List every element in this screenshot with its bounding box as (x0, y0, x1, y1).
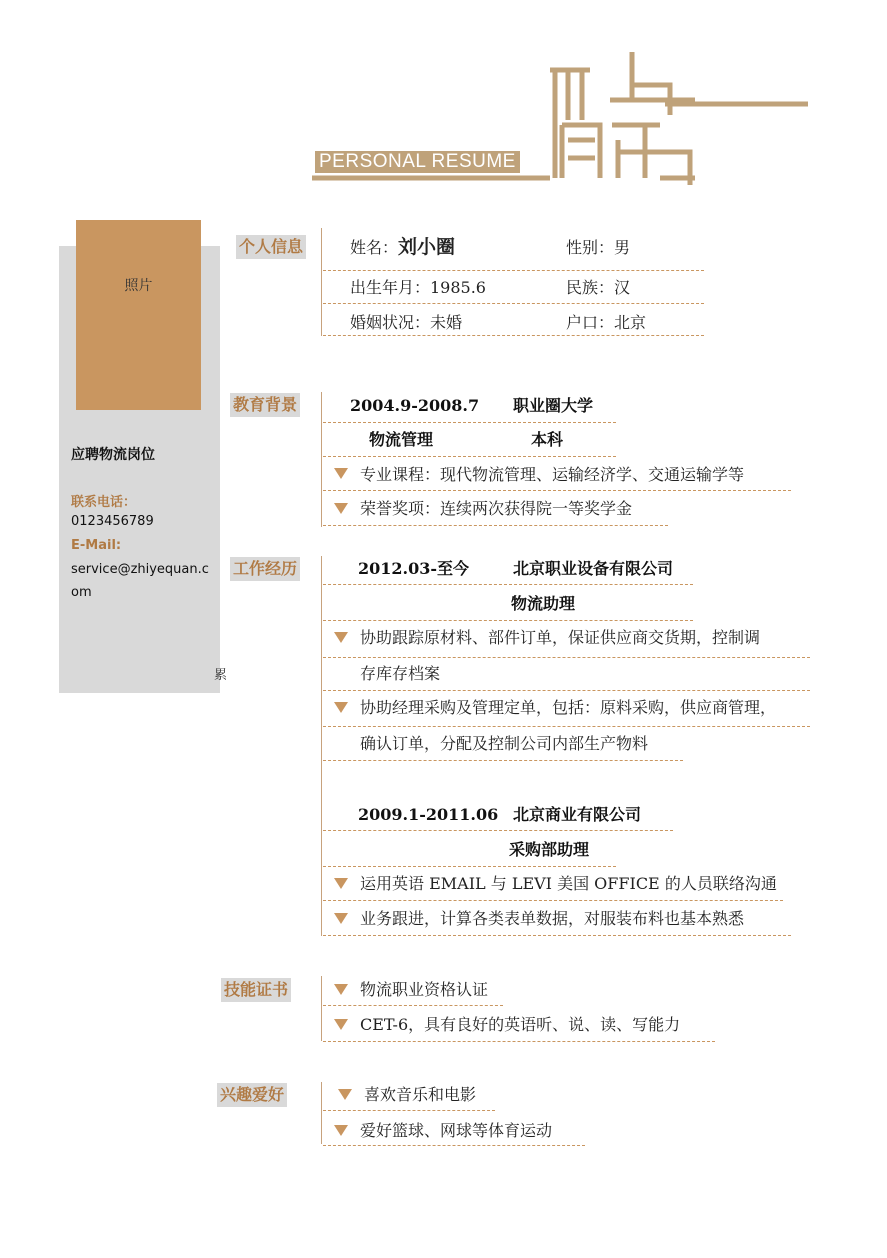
dash-line (323, 657, 810, 658)
name-value: 刘小圈 (398, 236, 456, 258)
dash-line (323, 335, 704, 336)
name-row (350, 236, 455, 259)
stray-glyph: 累 (214, 668, 228, 683)
email-value-line2: om (71, 585, 92, 600)
dash-line (323, 1145, 585, 1146)
photo-label: 照片 (124, 278, 153, 294)
bullet-triangle-icon (334, 984, 348, 995)
edu-courses: 专业课程：现代物流管理、运输经济学、交通运输学等 (360, 465, 745, 484)
job2-duty2: 业务跟进，计算各类表单数据，对服装布料也基本熟悉 (360, 909, 745, 928)
logo-graphic (300, 40, 820, 200)
dash-line (323, 490, 791, 491)
bullet-triangle-icon (334, 503, 348, 514)
hukou: 户口：北京 (566, 313, 647, 332)
divider-skills (321, 976, 322, 1041)
dash-line (323, 525, 668, 526)
hobby-item: 爱好篮球、网球等体育运动 (360, 1121, 553, 1140)
section-title-skills: 技能证书 (221, 978, 291, 1002)
edu-honors: 荣誉奖项：连续两次获得院一等奖学金 (360, 499, 633, 518)
job1-role: 物流助理 (511, 594, 576, 613)
bullet-triangle-icon (338, 1089, 352, 1100)
dash-line (323, 1005, 503, 1006)
dash-line (323, 1041, 715, 1042)
dash-line (323, 456, 616, 457)
photo-placeholder (76, 220, 201, 410)
divider-personal (321, 228, 322, 336)
dash-line (323, 935, 791, 936)
divider-hobbies (321, 1082, 322, 1144)
job1-company: 北京职业设备有限公司 (513, 559, 674, 578)
divider-work (321, 556, 322, 936)
name-label: 姓名： (350, 238, 399, 257)
job1-duty1-line2: 存库存档案 (360, 664, 441, 683)
job2-role: 采购部助理 (509, 840, 590, 859)
ethnicity: 民族：汉 (566, 278, 631, 297)
bullet-triangle-icon (334, 1019, 348, 1030)
skill-item: CET-6，具有良好的英语听、说、读、写能力 (360, 1015, 681, 1034)
dash-line (323, 1110, 495, 1111)
marital-status: 婚姻状况：未婚 (350, 313, 463, 332)
job1-duty2-line2: 确认订单，分配及控制公司内部生产物料 (360, 734, 649, 753)
dash-line (323, 690, 810, 691)
dash-line (323, 830, 673, 831)
hobby-item: 喜欢音乐和电影 (364, 1085, 477, 1104)
bullet-triangle-icon (334, 632, 348, 643)
email-value-line1: service@zhiyequan.c (71, 562, 209, 577)
section-title-work: 工作经历 (230, 557, 300, 581)
phone-value: 0123456789 (71, 514, 154, 529)
dash-line (323, 620, 693, 621)
bullet-triangle-icon (334, 913, 348, 924)
job1-period: 2012.03-至今 (358, 559, 470, 578)
logo-text: PERSONAL RESUME (315, 151, 520, 173)
gender: 性别：男 (566, 238, 631, 257)
phone-label: 联系电话： (71, 495, 137, 510)
bullet-triangle-icon (334, 878, 348, 889)
divider-education (321, 392, 322, 527)
dash-line (323, 900, 783, 901)
edu-period: 2004.9-2008.7 (350, 396, 480, 415)
job2-period: 2009.1-2011.06 (358, 805, 499, 824)
birth-date: 出生年月：1985.6 (350, 278, 486, 297)
job1-duty2-line1: 协助经理采购及管理定单，包括：原料采购，供应商管理， (360, 698, 777, 717)
applied-position: 应聘物流岗位 (71, 447, 155, 463)
resume-logo (300, 40, 820, 200)
job2-duty1: 运用英语 EMAIL 与 LEVI 美国 OFFICE 的人员联络沟通 (360, 874, 777, 893)
job2-company: 北京商业有限公司 (513, 805, 642, 824)
dash-line (323, 422, 616, 423)
edu-school: 职业圈大学 (513, 396, 594, 415)
skill-item: 物流职业资格认证 (360, 980, 489, 999)
bullet-triangle-icon (334, 702, 348, 713)
edu-degree: 本科 (531, 430, 564, 449)
section-title-hobbies: 兴趣爱好 (217, 1083, 287, 1107)
bullet-triangle-icon (334, 1125, 348, 1136)
bullet-triangle-icon (334, 468, 348, 479)
dash-line (323, 866, 616, 867)
dash-line (323, 726, 810, 727)
edu-major: 物流管理 (369, 430, 434, 449)
dash-line (323, 303, 704, 304)
section-title-education: 教育背景 (230, 393, 300, 417)
dash-line (323, 270, 704, 271)
job1-duty1-line1: 协助跟踪原材料、部件订单，保证供应商交货期，控制调 (360, 628, 761, 647)
dash-line (323, 760, 683, 761)
email-label: E-Mail: (71, 538, 122, 553)
section-title-personal: 个人信息 (236, 235, 306, 259)
dash-line (323, 584, 693, 585)
